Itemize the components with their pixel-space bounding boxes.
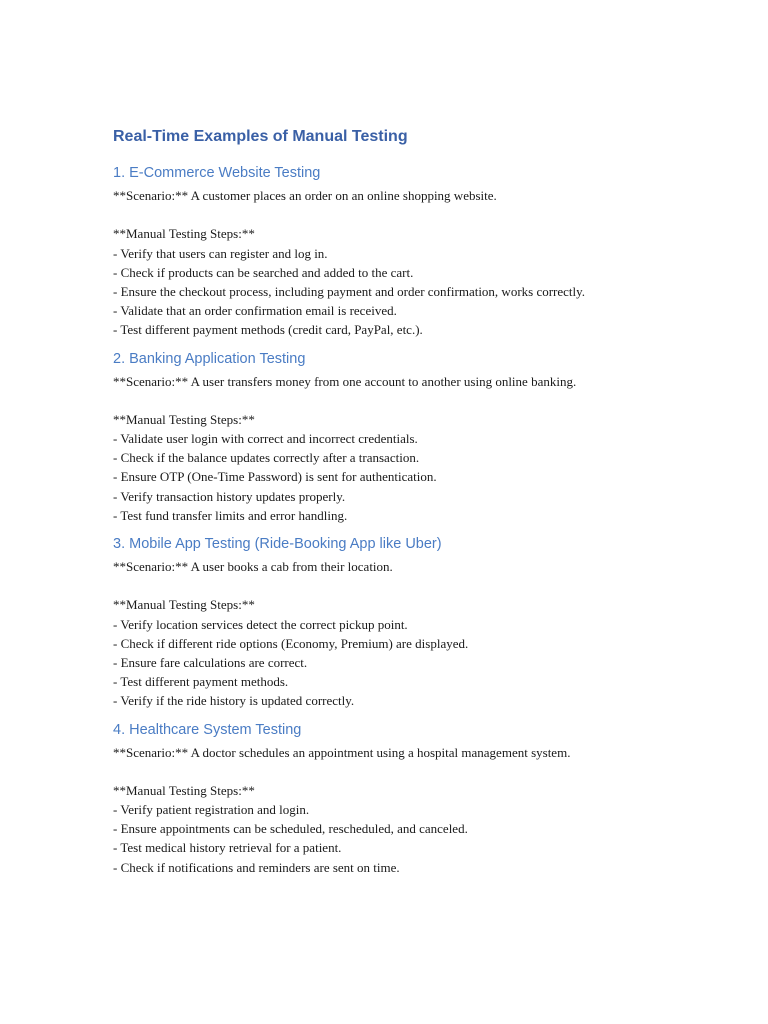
step-item: - Check if products can be searched and added to the cart. bbox=[113, 264, 414, 280]
section-heading: 2. Banking Application Testing bbox=[113, 350, 306, 367]
step-item: - Test medical history retrieval for a patient. bbox=[113, 840, 342, 856]
section-banking bbox=[113, 346, 713, 526]
steps-label: **Manual Testing Steps:** bbox=[113, 597, 255, 613]
blank-line bbox=[113, 391, 713, 410]
step-item: - Verify patient registration and login. bbox=[113, 802, 310, 818]
step-item: - Check if notifications and reminders are sent on time. bbox=[113, 859, 400, 875]
scenario-text: **Scenario:** A doctor schedules an appointment using a hospital management system. bbox=[113, 744, 571, 760]
step-item: - Ensure fare calculations are correct. bbox=[113, 654, 308, 670]
step-item: - Test different payment methods (credit card, PayPal, etc.). bbox=[113, 322, 423, 338]
step-item: - Ensure OTP (One-Time Password) is sent for authentication. bbox=[113, 469, 437, 485]
step-item: - Check if different ride options (Economy, Premium) are displayed. bbox=[113, 635, 469, 651]
steps-label: **Manual Testing Steps:** bbox=[113, 226, 255, 242]
blank-line bbox=[113, 576, 713, 595]
step-item: - Verify if the ride history is updated correctly. bbox=[113, 693, 355, 709]
step-item: - Check if the balance updates correctly after a transaction. bbox=[113, 450, 420, 466]
step-item: - Verify location services detect the correct pickup point. bbox=[113, 616, 408, 632]
step-item: - Test different payment methods. bbox=[113, 674, 289, 690]
blank-line bbox=[113, 205, 713, 224]
step-item: - Verify transaction history updates properly. bbox=[113, 488, 346, 504]
scenario-text: **Scenario:** A user books a cab from their location. bbox=[113, 559, 393, 574]
blank-line bbox=[113, 762, 713, 781]
steps-label: **Manual Testing Steps:** bbox=[113, 782, 255, 798]
document-title: Real-Time Examples of Manual Testing bbox=[113, 128, 408, 145]
spacer bbox=[113, 150, 713, 160]
section-heading: 4. Healthcare System Testing bbox=[113, 721, 302, 738]
section-healthcare bbox=[113, 717, 713, 877]
section-ecommerce bbox=[113, 160, 713, 340]
step-item: - Ensure appointments can be scheduled, rescheduled, and canceled. bbox=[113, 821, 468, 837]
section-heading: 1. E-Commerce Website Testing bbox=[113, 165, 321, 181]
step-item: - Validate user login with correct and incorrect credentials. bbox=[113, 431, 418, 447]
step-item: - Ensure the checkout process, including payment and order confirmation, works correctly. bbox=[113, 283, 586, 299]
scenario-text: **Scenario:** A customer places an order on an online shopping website. bbox=[113, 188, 497, 203]
document-page bbox=[113, 124, 713, 877]
step-item: - Verify that users can register and log in. bbox=[113, 245, 328, 261]
section-heading: 3. Mobile App Testing (Ride-Booking App like Uber) bbox=[113, 536, 442, 552]
steps-label: **Manual Testing Steps:** bbox=[113, 411, 255, 427]
scenario-text: **Scenario:** A user transfers money from one account to another using online banking. bbox=[113, 373, 577, 389]
section-mobile-app bbox=[113, 531, 713, 711]
step-item: - Validate that an order confirmation email is received. bbox=[113, 303, 397, 319]
step-item: - Test fund transfer limits and error handling. bbox=[113, 507, 348, 523]
